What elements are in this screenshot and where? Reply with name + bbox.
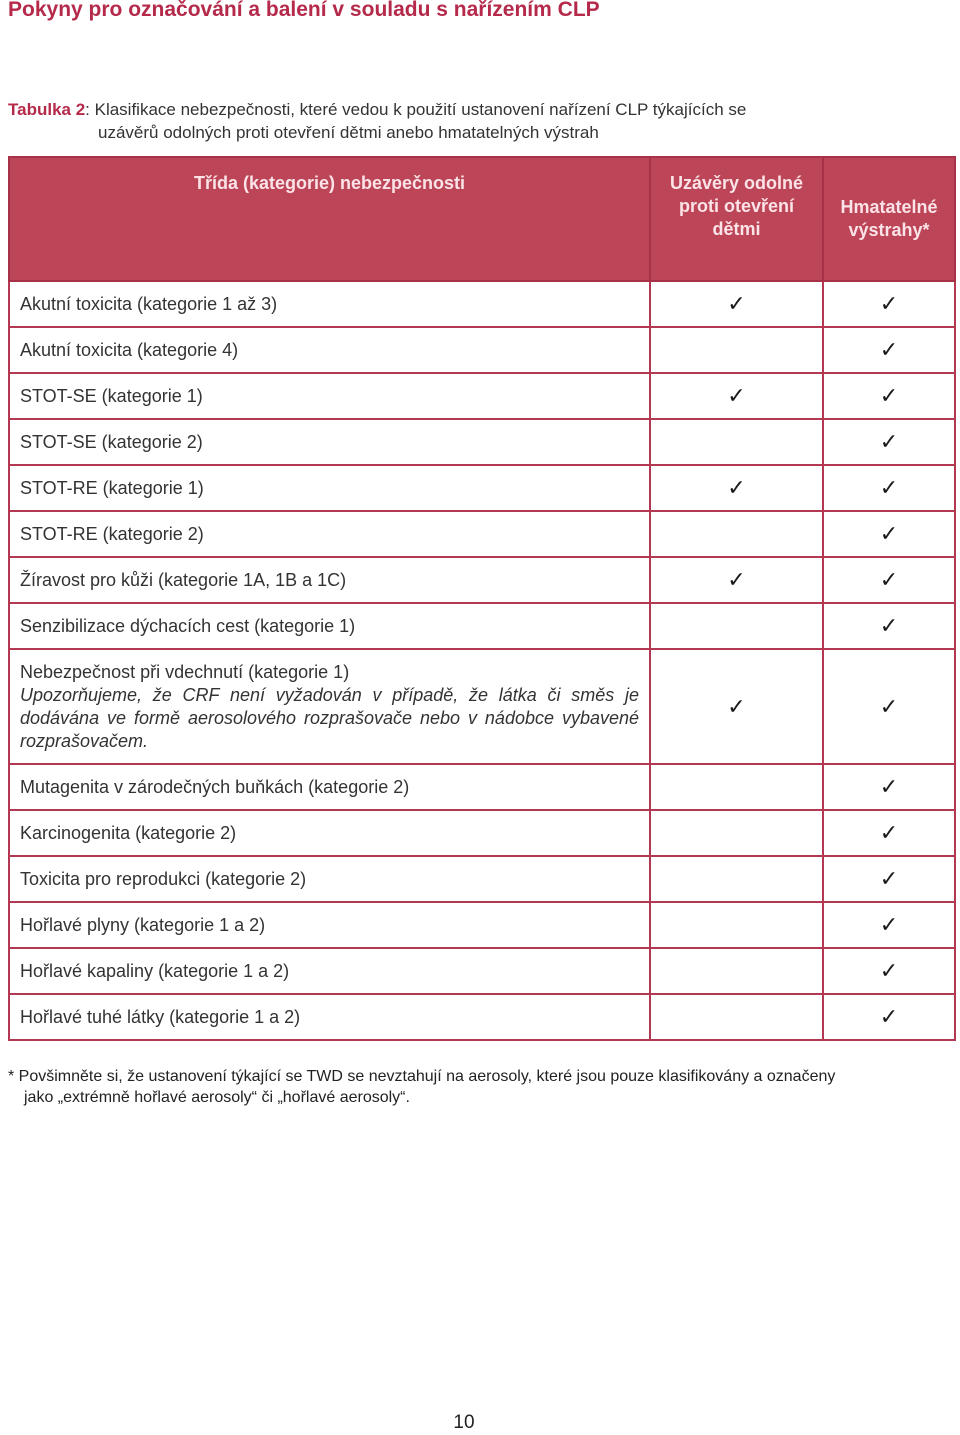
hazard-class-cell xyxy=(9,373,650,419)
hazard-class-label: STOT-SE (kategorie 2) xyxy=(20,431,203,452)
hazard-class-cell xyxy=(9,994,650,1040)
child-resistant-check-icon: ✓ xyxy=(650,649,823,764)
table-row xyxy=(9,810,955,856)
table-row xyxy=(9,948,955,994)
table-row xyxy=(9,649,955,764)
hazard-class-label: Hořlavé kapaliny (kategorie 1 a 2) xyxy=(20,960,290,981)
table-row xyxy=(9,557,955,603)
hazard-class-label: Senzibilizace dýchacích cest (kategorie 1) xyxy=(20,615,356,636)
header-tactile-warnings: Hmatatelné výstrahy* xyxy=(823,157,955,281)
footnote-line2: jako „extrémně hořlavé aerosoly“ či „hořlavé aerosoly“. xyxy=(24,1089,410,1106)
caption-label: Tabulka 2 xyxy=(8,100,86,119)
hazard-class-cell xyxy=(9,764,650,810)
child-resistant-check-icon xyxy=(650,511,823,557)
tactile-warning-check-icon: ✓ xyxy=(823,764,955,810)
tactile-warning-check-icon: ✓ xyxy=(823,810,955,856)
table-row xyxy=(9,511,955,557)
child-resistant-check-icon: ✓ xyxy=(650,281,823,327)
hazard-class-label: Akutní toxicita (kategorie 4) xyxy=(20,339,239,360)
tactile-warning-check-icon: ✓ xyxy=(823,465,955,511)
hazard-class-cell xyxy=(9,511,650,557)
table-header-row xyxy=(9,157,955,281)
table-row xyxy=(9,603,955,649)
tactile-warning-check-icon: ✓ xyxy=(823,994,955,1040)
table-row xyxy=(9,465,955,511)
hazard-class-label: Hořlavé plyny (kategorie 1 a 2) xyxy=(20,914,266,935)
hazard-class-label: Hořlavé tuhé látky (kategorie 1 a 2) xyxy=(20,1006,301,1027)
footnote-line1: * Povšimněte si, že ustanovení týkající se TWD se nevztahují na aerosoly, které jsou pouze klasifikovány a označeny xyxy=(8,1068,836,1085)
hazard-class-cell xyxy=(9,810,650,856)
hazard-class-label: Žíravost pro kůži (kategorie 1A, 1B a 1C) xyxy=(20,569,347,590)
tactile-warning-check-icon: ✓ xyxy=(823,603,955,649)
table-row xyxy=(9,994,955,1040)
hazard-class-label: Nebezpečnost při vdechnutí (kategorie 1) xyxy=(20,661,350,682)
child-resistant-check-icon xyxy=(650,994,823,1040)
child-resistant-check-icon: ✓ xyxy=(650,373,823,419)
hazard-class-cell xyxy=(9,948,650,994)
hazard-class-label: STOT-RE (kategorie 1) xyxy=(20,477,204,498)
tactile-warning-check-icon: ✓ xyxy=(823,948,955,994)
hazard-class-label: Akutní toxicita (kategorie 1 až 3) xyxy=(20,293,278,314)
child-resistant-check-icon xyxy=(650,948,823,994)
hazard-class-cell xyxy=(9,856,650,902)
header-hazard-class: Třída (kategorie) nebezpečnosti xyxy=(9,157,650,281)
page-number: 10 xyxy=(453,1412,475,1433)
table-caption xyxy=(8,98,948,144)
footnote xyxy=(8,1066,956,1108)
hazard-class-cell xyxy=(9,902,650,948)
table-row xyxy=(9,856,955,902)
child-resistant-check-icon xyxy=(650,419,823,465)
hazard-class-label: STOT-SE (kategorie 1) xyxy=(20,385,203,406)
tactile-warning-check-icon: ✓ xyxy=(823,327,955,373)
table-row xyxy=(9,764,955,810)
child-resistant-check-icon: ✓ xyxy=(650,465,823,511)
hazard-class-cell xyxy=(9,327,650,373)
child-resistant-check-icon xyxy=(650,810,823,856)
child-resistant-check-icon xyxy=(650,603,823,649)
hazard-class-cell xyxy=(9,649,650,764)
tactile-warning-check-icon: ✓ xyxy=(823,281,955,327)
hazard-class-label: Mutagenita v zárodečných buňkách (kategorie 2) xyxy=(20,776,410,797)
child-resistant-check-icon: ✓ xyxy=(650,557,823,603)
tactile-warning-check-icon: ✓ xyxy=(823,419,955,465)
table-row xyxy=(9,419,955,465)
hazard-class-cell xyxy=(9,557,650,603)
tactile-warning-check-icon: ✓ xyxy=(823,511,955,557)
table-row xyxy=(9,327,955,373)
hazard-class-label: Toxicita pro reprodukci (kategorie 2) xyxy=(20,868,307,889)
child-resistant-check-icon xyxy=(650,902,823,948)
hazard-class-label: STOT-RE (kategorie 2) xyxy=(20,523,204,544)
page-title: Pokyny pro označování a balení v souladu s nařízením CLP xyxy=(8,0,600,21)
child-resistant-check-icon xyxy=(650,764,823,810)
table-row xyxy=(9,902,955,948)
tactile-warning-check-icon: ✓ xyxy=(823,649,955,764)
tactile-warning-check-icon: ✓ xyxy=(823,373,955,419)
hazard-class-cell xyxy=(9,465,650,511)
hazard-class-cell xyxy=(9,603,650,649)
table-row xyxy=(9,281,955,327)
child-resistant-check-icon xyxy=(650,856,823,902)
child-resistant-check-icon xyxy=(650,327,823,373)
hazard-class-note: Upozorňujeme, že CRF není vyžadován v případě, že látka či směs je dodávána ve formě aerosolového rozprašovače nebo v nádobce vybavené rozprašovačem. xyxy=(20,684,639,751)
hazard-classification-table xyxy=(8,156,956,1041)
header-child-resistant-fastenings: Uzávěry odolné proti otevření dětmi xyxy=(650,157,823,281)
hazard-class-cell xyxy=(9,281,650,327)
hazard-class-cell xyxy=(9,419,650,465)
hazard-class-label: Karcinogenita (kategorie 2) xyxy=(20,822,237,843)
table-body xyxy=(9,281,955,1040)
tactile-warning-check-icon: ✓ xyxy=(823,557,955,603)
caption-line1: : Klasifikace nebezpečnosti, které vedou k použití ustanovení nařízení CLP týkajících se xyxy=(85,100,747,119)
tactile-warning-check-icon: ✓ xyxy=(823,902,955,948)
table-row xyxy=(9,373,955,419)
caption-line2: uzávěrů odolných proti otevření dětmi anebo hmatatelných výstrah xyxy=(98,123,599,142)
tactile-warning-check-icon: ✓ xyxy=(823,856,955,902)
